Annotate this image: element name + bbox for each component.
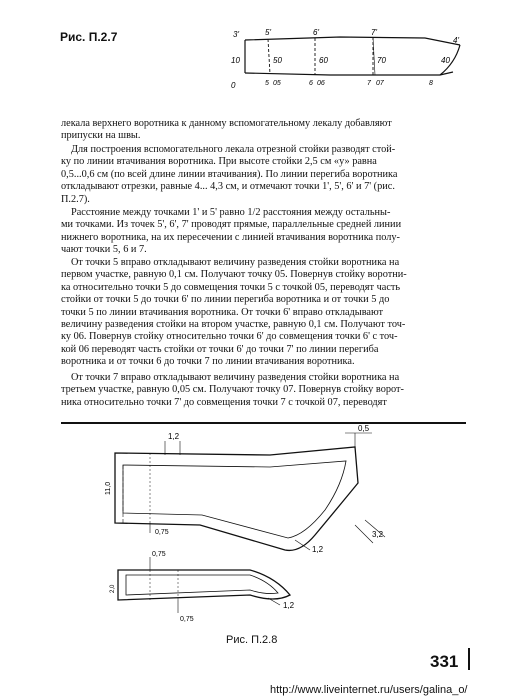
point-label: 4' bbox=[453, 36, 459, 45]
point-label: 5' bbox=[265, 28, 271, 37]
point-label: 70 bbox=[377, 56, 386, 65]
paragraph: Для построения вспомогательного лекала отрезной стойки разводят стой- ку по линии втачивания воротника. При высоте стойки 2,5 см «у» равна 0,5...0,6 см (по всей длине линии втачивания). По линии перегиба воротника откладывают отрезки, равные 4... 4,3 см, и отмечают точки 1', 5', 6' и 7' (рис. П.2.7). bbox=[61, 144, 398, 205]
point-label: 06 bbox=[317, 80, 325, 87]
point-label: 7' bbox=[371, 28, 377, 37]
point-label: 05 bbox=[273, 80, 281, 87]
point-label: 60 bbox=[319, 56, 328, 65]
point-label: 5 bbox=[265, 80, 269, 87]
page-number-bar bbox=[468, 648, 470, 670]
figure-caption: Рис. П.2.8 bbox=[226, 634, 278, 646]
dimension-label: 2,0 bbox=[110, 584, 116, 593]
collar-pattern-diagram bbox=[90, 425, 420, 625]
point-label: 50 bbox=[273, 56, 282, 65]
point-label: 7 bbox=[367, 80, 371, 87]
dimension-label: 1,2 bbox=[283, 601, 295, 610]
dimension-label: 0,75 bbox=[155, 529, 169, 536]
paragraph: От точки 5 вправо откладывают величину разведения стойки воротника на первом участке, равную 0,1 см. Получают точку 05. Повернув стойку воротни- ка относительно точки 5 до совмещения точки 5 с точкой 05, переводят часть стойки от точки 5 до точки 6' по линии перегиба воротника и от точки 5 до точки 5 по линии втачивания воротника. От точки 6' вправо откладывают величину разведения стойки на втором участке, равную 0,1 см. Получают точ- ку 06. Повернув стойку относительно точки 6' до совмещения точки 6' с точ- кой 06 переводят часть стойки от точки 6' до точки 7' по линии перегиба воротника и от точки 6 до точки 7 по линии втачивания воротника. bbox=[61, 257, 407, 368]
point-label: 10 bbox=[231, 56, 240, 65]
point-label: 6 bbox=[309, 80, 313, 87]
dimension-label: 0,5 bbox=[358, 425, 370, 433]
paragraph: Расстояние между точками 1' и 5' равно 1/2 расстояния между остальны- ми точками. Из точек 5', 6', 7' проводят прямые, параллельные средней линии нижнего воротника, на их пересечении с линией втачивания воротника полу- чают точки 5, 6 и 7. bbox=[61, 207, 402, 256]
point-label: 6' bbox=[313, 28, 319, 37]
figure-label: Рис. П.2.7 bbox=[60, 30, 118, 44]
dimension-label: 0,75 bbox=[180, 616, 194, 623]
dimension-label: 1,2 bbox=[312, 545, 324, 554]
dimension-label: 11,0 bbox=[105, 481, 112, 495]
point-label: 3' bbox=[233, 30, 239, 39]
divider bbox=[61, 422, 466, 424]
dimension-label: 0,75 bbox=[152, 551, 166, 558]
dimension-label: 1,2 bbox=[168, 432, 180, 441]
source-url: http://www.liveinternet.ru/users/galina_o/ bbox=[270, 684, 468, 696]
point-label: 0 bbox=[231, 81, 236, 90]
point-label: 8 bbox=[429, 80, 433, 87]
page-number: 331 bbox=[430, 652, 459, 671]
point-label: 40 bbox=[441, 56, 450, 65]
paragraph: лекала верхнего воротника к данному вспомогательному лекалу добавляют припуски на швы. bbox=[61, 118, 392, 142]
dimension-label: 3,2 bbox=[372, 530, 384, 539]
paragraph: От точки 7 вправо откладывают величину разведения стойки воротника на третьем участке, равную 0,05 см. Получают точку 07. Повернув стойку ворот- ника относительно точки 7' до совмещения точки 7 с точкой 07, переводят bbox=[61, 372, 404, 408]
point-label: 07 bbox=[376, 80, 384, 87]
collar-stand-diagram bbox=[225, 25, 470, 97]
